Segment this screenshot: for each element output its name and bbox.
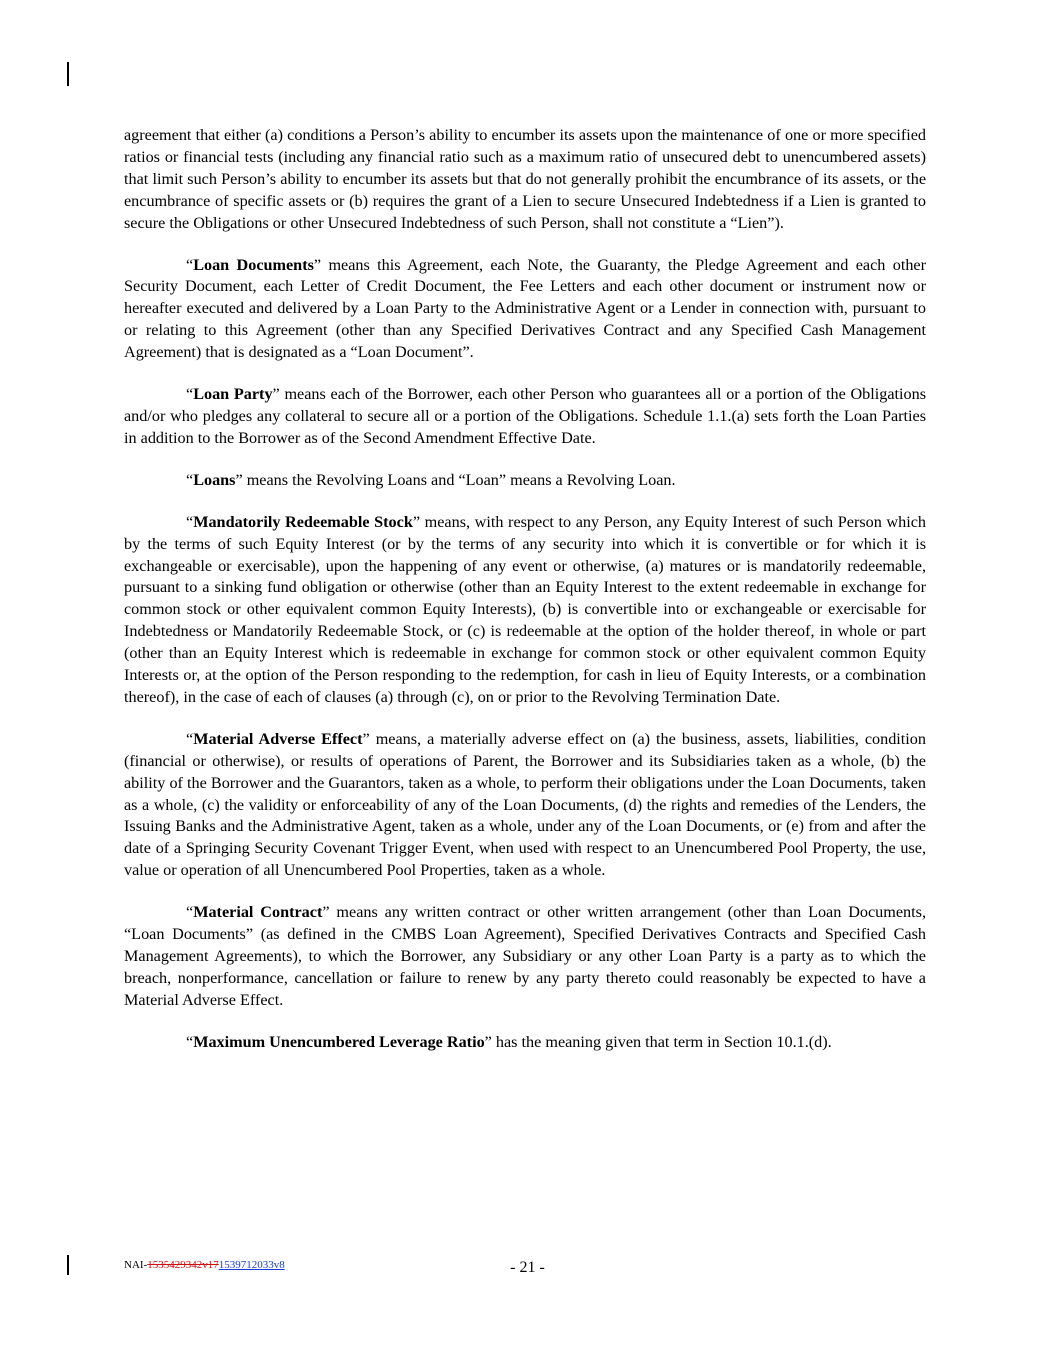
defined-term: Material Adverse Effect xyxy=(193,729,363,748)
document-body xyxy=(124,125,926,1074)
definition-loan-party xyxy=(124,384,926,450)
paragraph-text: agreement that either (a) conditions a Person’s ability to encumber its assets upon the maintenance of one or more specified ratios or financial tests (including any financial ratio such as a maximum ratio of unsecured debt to unencumbered assets) that limit such Person’s ability to encumber its assets but that do not generally prohibit the encumbrance of its assets, or the encumbrance of specific assets or (b) requires the grant of a Lien to secure Unsecured Indebtedness if a Lien is granted to secure the Obligations or other Unsecured Indebtedness of such Person, shall not constitute a “Lien”). xyxy=(124,126,926,232)
definition-text: ” means, with respect to any Person, any Equity Interest of such Person which by the terms of such Equity Interest (or by the terms of any security into which it is convertible or for which it is exchangeable or exercisable), upon the happening of any event or otherwise, (a) matures or is mandatorily redeemable, pursuant to a sinking fund obligation or otherwise (other than an Equity Interest to the extent redeemable in exchange for common stock or other equivalent common Equity Interests), (b) is convertible into or exchangeable or exercisable for Indebtedness or Mandatorily Redeemable Stock, or (c) is redeemable at the option of the holder thereof, in whole or part (other than an Equity Interest which is redeemable in exchange for common stock or other equivalent common Equity Interests or, at the option of the Person responding to the redemption, for cash in lieu of Equity Interests, or a combination thereof), in the case of each of clauses (a) through (c), on or prior to the Revolving Termination Date. xyxy=(124,512,926,706)
open-quote: “ xyxy=(186,1032,194,1051)
definition-text: ” has the meaning given that term in Section 10.1.(d). xyxy=(484,1032,832,1051)
open-quote: “ xyxy=(186,255,194,274)
definition-text: ” means the Revolving Loans and “Loan” means a Revolving Loan. xyxy=(235,470,676,489)
definition-text: ” means each of the Borrower, each other Person who guarantees all or a portion of the Obligations and/or who pledges any collateral to secure all or a portion of the Obligations. Schedule 1.1.(a) sets forth the Loan Parties in addition to the Borrower as of the Second Amendment Effective Date. xyxy=(124,385,927,447)
document-id-deleted: 1535429342v17 xyxy=(147,1259,219,1271)
open-quote: “ xyxy=(186,512,194,531)
paragraph-continuation xyxy=(124,125,926,235)
open-quote: “ xyxy=(186,729,194,748)
definition-maximum-unencumbered-leverage-ratio xyxy=(124,1032,926,1054)
page-number: - 21 - xyxy=(510,1259,545,1276)
open-quote: “ xyxy=(186,470,194,489)
defined-term: Loan Documents xyxy=(193,255,314,274)
defined-term: Maximum Unencumbered Leverage Ratio xyxy=(193,1032,485,1051)
definition-mandatorily-redeemable-stock xyxy=(124,512,926,709)
defined-term: Material Contract xyxy=(193,903,323,922)
definition-text: ” means any written contract or other written arrangement (other than Loan Documents, “Loan Documents” (as defined in the CMBS Loan Agreement), Specified Derivatives Contracts and Specified Cash Management Agreements), to which the Borrower, any Subsidiary or any other Loan Party is a party as to which the breach, nonperformance, cancellation or failure to renew by any party thereto could reasonably be expected to have a Material Adverse Effect. xyxy=(124,903,926,1009)
definition-material-adverse-effect xyxy=(124,729,926,882)
defined-term: Loans xyxy=(193,470,236,489)
document-id-inserted: 1539712033v8 xyxy=(218,1259,285,1271)
open-quote: “ xyxy=(186,385,194,404)
defined-term: Mandatorily Redeemable Stock xyxy=(193,512,413,531)
open-quote: “ xyxy=(186,903,194,922)
definition-loans xyxy=(124,470,926,492)
definition-material-contract xyxy=(124,902,926,1012)
definition-loan-documents xyxy=(124,255,926,365)
definition-text: ” means this Agreement, each Note, the Guaranty, the Pledge Agreement and each other Security Document, each Letter of Credit Document, the Fee Letters and each other document or instrument now or hereafter executed and delivered by a Loan Party to the Administrative Agent or a Lender in connection with, pursuant to or relating to this Agreement (other than any Specified Derivatives Contract and any Specified Cash Management Agreement) that is designated as a “Loan Document”. xyxy=(124,255,926,362)
change-bar-top xyxy=(67,62,69,86)
defined-term: Loan Party xyxy=(193,385,273,404)
definition-text: ” means, a materially adverse effect on (a) the business, assets, liabilities, condition (financial or otherwise), or results of operations of Parent, the Borrower and its Subsidiaries taken as a whole, (b) the ability of the Borrower and the Guarantors, taken as a whole, to perform their obligations under the Loan Documents, taken as a whole, (c) the validity or enforceability of any of the Loan Documents, (d) the rights and remedies of the Lenders, the Issuing Banks and the Administrative Agent, taken as a whole, under any of the Loan Documents, or (e) from and after the date of a Springing Security Covenant Trigger Event, when used with respect to an Unencumbered Pool Property, the use, value or operation of all Unencumbered Pool Properties, taken as a whole. xyxy=(124,729,926,880)
document-id-prefix: NAI- xyxy=(124,1259,148,1271)
